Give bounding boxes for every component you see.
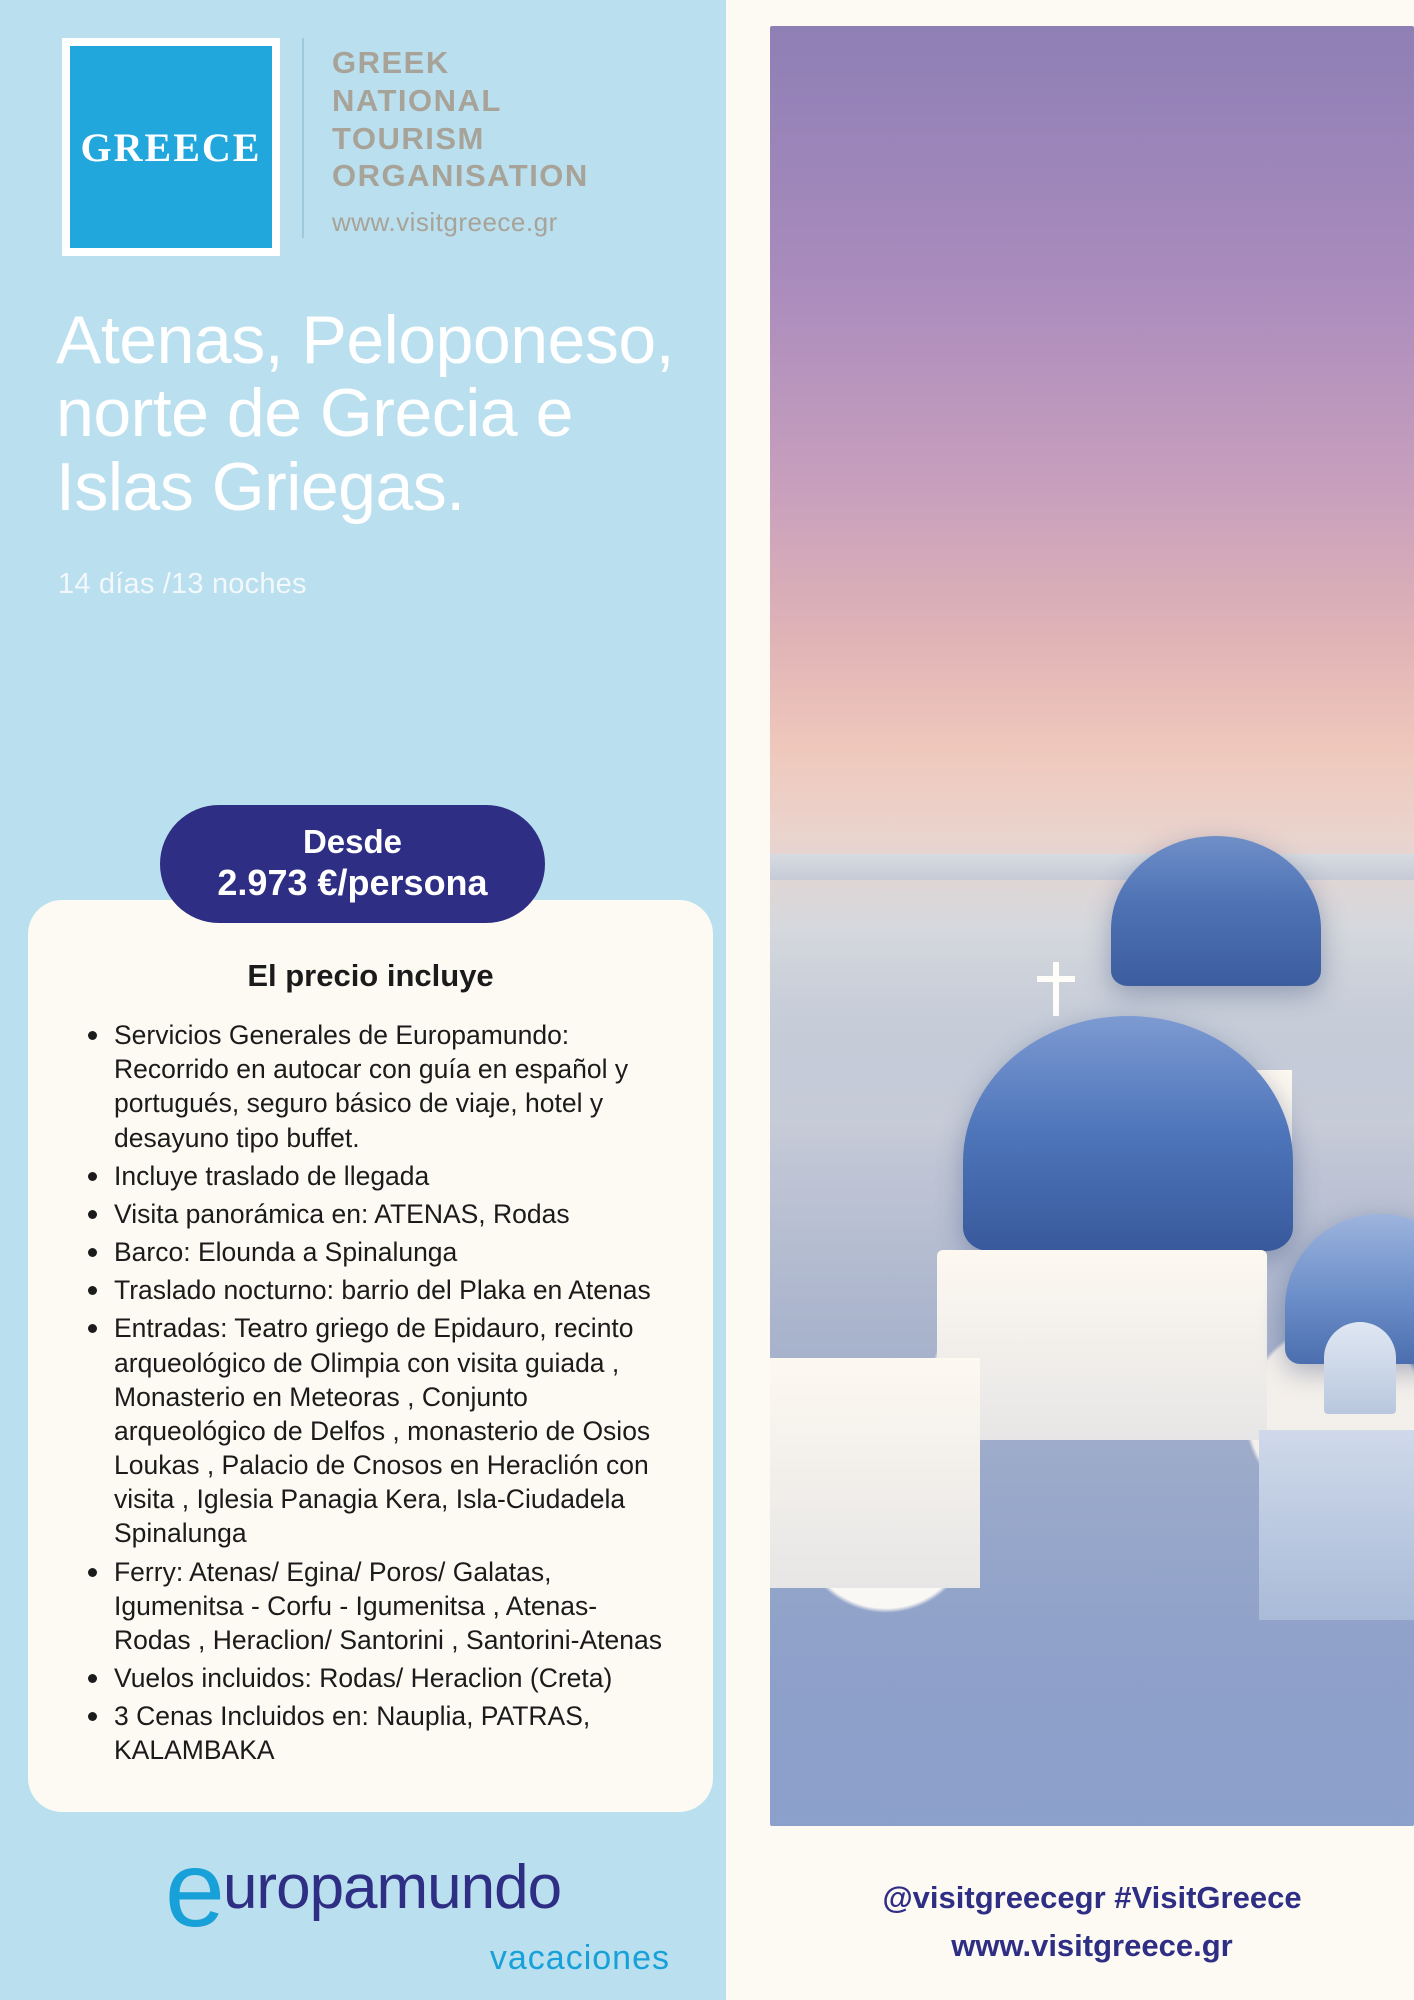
white-building <box>1259 1430 1414 1620</box>
price-from-label: Desde <box>302 823 403 861</box>
org-line-4: ORGANISATION <box>332 158 589 194</box>
europamundo-initial: e <box>164 1827 221 1949</box>
list-item: Vuelos incluidos: Rodas/ Heraclion (Creta) <box>80 1661 673 1695</box>
list-item: Visita panorámica en: ATENAS, Rodas <box>80 1197 673 1231</box>
brand-header <box>0 0 726 256</box>
price-amount: 2.973 €/persona <box>217 862 488 904</box>
trip-duration: 14 días /13 noches <box>58 568 307 601</box>
list-item: Entradas: Teatro griego de Epidauro, recinto arqueológico de Olimpia con visita guiada , Monasterio en Meteoras , Conjunto arqueológico de Delfos , monasterio de Osios Loukas , Palacio de Cnosos en Heraclión con visita , Iglesia Panagia Kera, Isla-Ciudadela Spinalunga <box>80 1311 673 1550</box>
social-website[interactable]: www.visitgreece.gr <box>951 1928 1233 1963</box>
church-cross-icon <box>1053 962 1059 1016</box>
greece-logo <box>62 38 280 256</box>
white-building <box>937 1250 1267 1440</box>
org-line-1: GREEK <box>332 45 450 80</box>
europamundo-wordmark <box>164 1827 562 1949</box>
social-footer <box>770 1880 1414 1964</box>
europamundo-logo <box>0 1827 726 1978</box>
greece-logo-tile <box>70 46 272 248</box>
right-panel <box>726 0 1414 2000</box>
list-item: Servicios Generales de Europamundo: Recorrido en autocar con guía en español y portugués, seguro básico de viaje, hotel y desayuno tipo buffet. <box>80 1018 673 1155</box>
price-badge <box>160 805 545 923</box>
chimney <box>1324 1322 1396 1414</box>
list-item: 3 Cenas Incluidos en: Nauplia, PATRAS, KALAMBAKA <box>80 1699 673 1767</box>
org-line-3: TOURISM <box>332 120 485 156</box>
page-title: Atenas, Peloponeso, norte de Grecia e Islas Griegas. <box>56 302 675 525</box>
europamundo-tagline: vacaciones <box>489 1939 670 1977</box>
list-item: Ferry: Atenas/ Egina/ Poros/ Galatas, Igumenitsa - Corfu - Igumenitsa , Atenas- Rodas , Heraclion/ Santorini , Santorini-Atenas <box>80 1555 673 1658</box>
org-website[interactable]: www.visitgreece.gr <box>332 207 558 238</box>
santorini-photo <box>770 26 1414 1826</box>
list-item: Barco: Elounda a Spinalunga <box>80 1235 673 1269</box>
includes-list <box>62 1018 679 1768</box>
white-building <box>770 1358 980 1588</box>
list-item: Incluye traslado de llegada <box>80 1159 673 1193</box>
social-handles: @visitgreecegr #VisitGreece <box>882 1880 1302 1915</box>
includes-card <box>28 900 713 1812</box>
greece-logo-label: GREECE <box>80 124 262 170</box>
list-item: Traslado nocturno: barrio del Plaka en Atenas <box>80 1273 673 1307</box>
org-line-2: NATIONAL <box>332 82 502 118</box>
europamundo-name: uropamundo <box>222 1853 562 1923</box>
includes-heading: El precio incluye <box>247 958 494 993</box>
organisation-block <box>302 38 589 238</box>
